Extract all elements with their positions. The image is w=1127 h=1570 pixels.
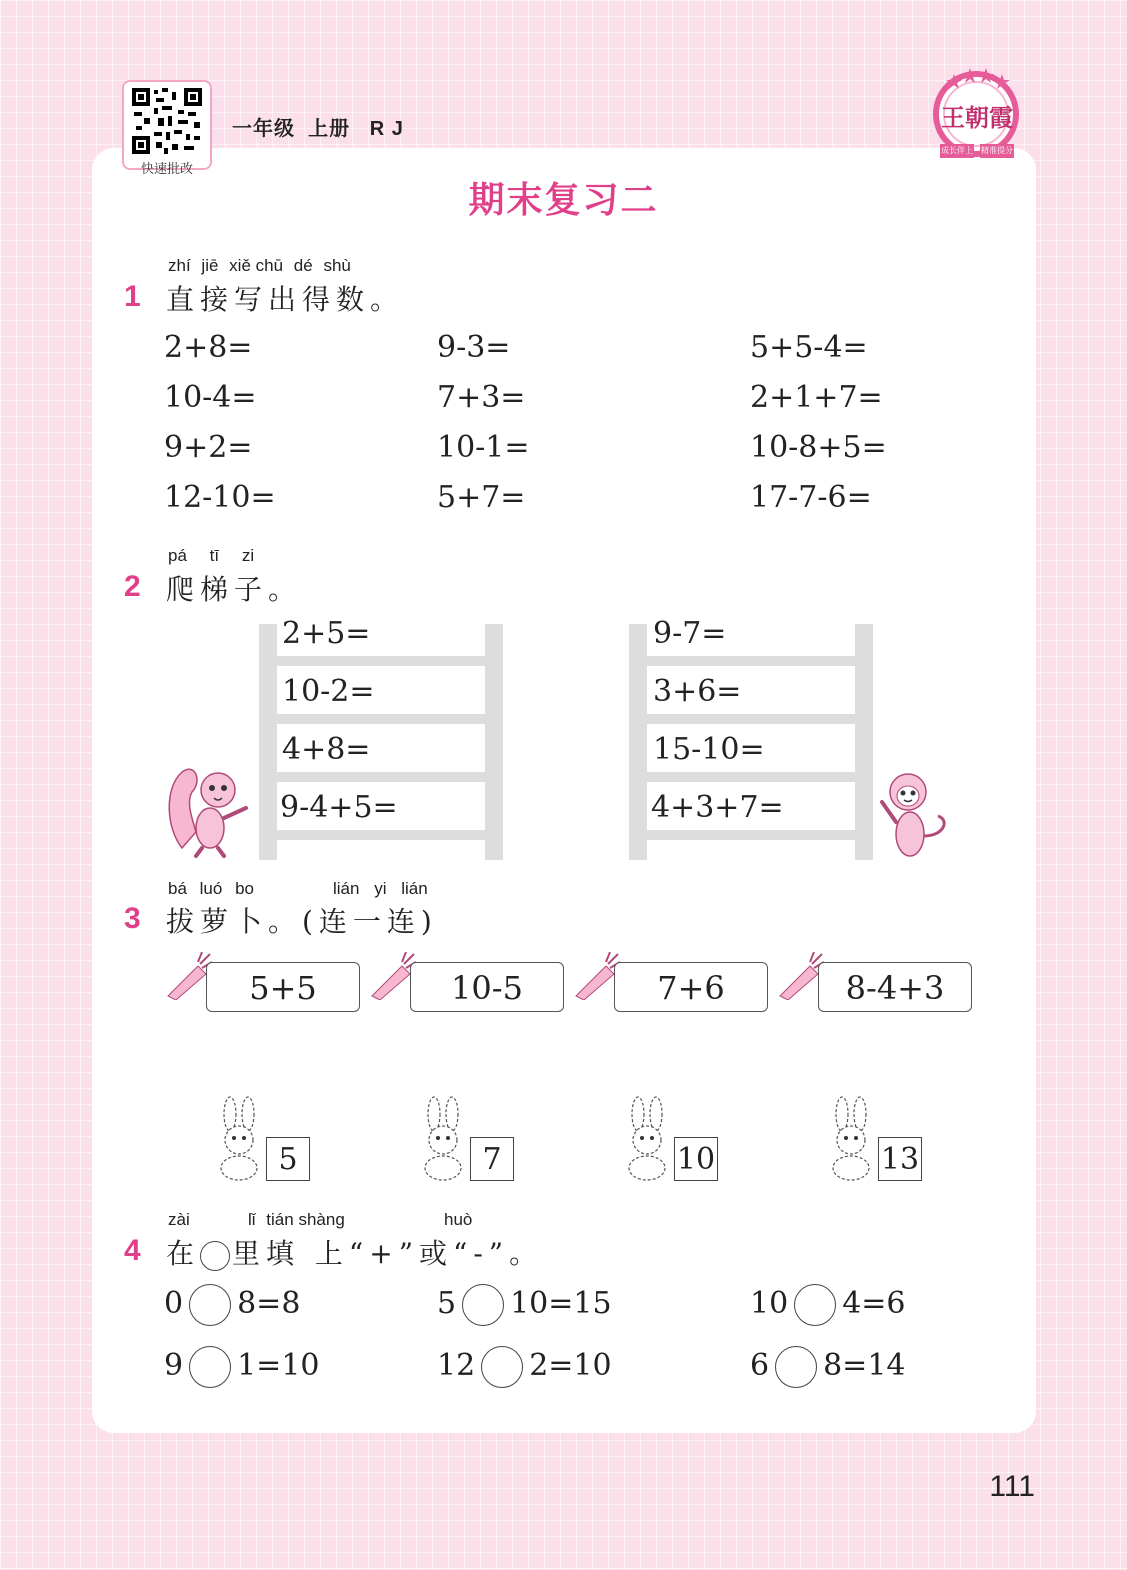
operator-blank-circle[interactable] bbox=[794, 1284, 836, 1326]
q1-equation: 5+5-4= bbox=[750, 330, 868, 365]
operand: 0 bbox=[164, 1286, 184, 1321]
operand: 4=6 bbox=[842, 1286, 906, 1321]
q4-equation bbox=[164, 1346, 320, 1388]
operand: 10 bbox=[750, 1286, 789, 1321]
rabbit-number-box[interactable]: 10 bbox=[674, 1137, 718, 1181]
q2-instruction: 爬梯子。 bbox=[166, 573, 303, 606]
rabbit-icon bbox=[824, 1096, 880, 1182]
pinyin-syllable: xiě bbox=[229, 256, 251, 275]
q3-instruction: 拔萝卜。(连一连) bbox=[166, 905, 438, 938]
ladder-equation: 4+8= bbox=[282, 732, 371, 767]
operator-blank-circle[interactable] bbox=[189, 1346, 231, 1388]
ladder-equation: 3+6= bbox=[653, 674, 742, 709]
carrot-equation-box[interactable]: 5+5 bbox=[206, 962, 360, 1012]
q1-equation: 9-3= bbox=[437, 330, 511, 365]
pinyin-syllable: shàng bbox=[298, 1210, 345, 1229]
operand: 1=10 bbox=[237, 1348, 320, 1383]
pinyin-syllable: lǐ bbox=[248, 1210, 256, 1229]
pinyin-syllable: shù bbox=[323, 256, 351, 275]
q4-pinyin bbox=[168, 1210, 190, 1230]
q1-equation: 10-1= bbox=[437, 430, 530, 465]
pinyin-syllable: jiē bbox=[201, 256, 219, 275]
q4-pinyin-b bbox=[248, 1210, 345, 1230]
rabbit-icon bbox=[416, 1096, 472, 1182]
pinyin-syllable: dé bbox=[293, 256, 313, 275]
pinyin-syllable: yi bbox=[374, 879, 387, 898]
ladder-equation: 15-10= bbox=[653, 732, 765, 767]
ladder-equation: 9-4+5= bbox=[280, 790, 398, 825]
logo-text: 王朝霞 bbox=[941, 103, 1013, 132]
rabbit-icon bbox=[212, 1096, 268, 1182]
q4-text-after: 里填 上“+”或“-”。 bbox=[232, 1237, 544, 1270]
rabbit-icon bbox=[620, 1096, 676, 1182]
ladder-equation: 9-7= bbox=[653, 616, 727, 651]
pinyin-syllable: chū bbox=[255, 256, 284, 275]
pinyin-syllable: luó bbox=[199, 879, 223, 898]
pinyin-syllable: tián bbox=[266, 1210, 294, 1229]
q1-equation: 7+3= bbox=[437, 380, 526, 415]
q4-instruction bbox=[166, 1232, 543, 1272]
operator-blank-circle[interactable] bbox=[775, 1346, 817, 1388]
logo-sub-left: 成长伴上 bbox=[941, 146, 973, 155]
pinyin-syllable: huò bbox=[444, 1210, 473, 1229]
q4-pinyin-c bbox=[444, 1210, 472, 1230]
q4-text-before: 在 bbox=[166, 1237, 201, 1270]
operand: 8=14 bbox=[823, 1348, 906, 1383]
pinyin-syllable: bá bbox=[168, 879, 187, 898]
pinyin-syllable: zài bbox=[168, 1210, 190, 1229]
qr-code[interactable] bbox=[122, 80, 212, 176]
pinyin-syllable: bo bbox=[235, 879, 254, 898]
q4-equation bbox=[164, 1284, 300, 1326]
rabbit-number-box[interactable]: 5 bbox=[266, 1137, 310, 1181]
q3-pinyin bbox=[168, 879, 254, 899]
q1-equation: 12-10= bbox=[164, 480, 276, 515]
operand: 10=15 bbox=[510, 1286, 612, 1321]
operand: 12 bbox=[437, 1348, 476, 1383]
operand: 5 bbox=[437, 1286, 457, 1321]
q1-number: 1 bbox=[124, 280, 141, 313]
brand-logo bbox=[932, 68, 1042, 160]
page-number: 111 bbox=[989, 1470, 1035, 1503]
squirrel-icon bbox=[162, 758, 254, 860]
q4-equation bbox=[437, 1284, 612, 1326]
operator-blank-circle[interactable] bbox=[481, 1346, 523, 1388]
page-title: 期末复习二 bbox=[468, 180, 659, 221]
operand: 6 bbox=[750, 1348, 770, 1383]
q4-equation bbox=[750, 1284, 906, 1326]
operator-blank-circle[interactable] bbox=[189, 1284, 231, 1326]
pinyin-syllable: zhí bbox=[168, 256, 191, 275]
q2-pinyin bbox=[168, 546, 254, 566]
carrot-equation-box[interactable]: 10-5 bbox=[410, 962, 564, 1012]
carrot-equation-box[interactable]: 7+6 bbox=[614, 962, 768, 1012]
q1-equation: 5+7= bbox=[437, 480, 526, 515]
operand: 9 bbox=[164, 1348, 184, 1383]
q2-number: 2 bbox=[124, 570, 141, 603]
logo-sub-right: 精准提分 bbox=[981, 146, 1013, 155]
q4-number: 4 bbox=[124, 1234, 141, 1267]
q1-equation: 2+1+7= bbox=[750, 380, 883, 415]
q4-equation bbox=[437, 1346, 612, 1388]
grade-label: 一年级 上册 R J bbox=[232, 118, 404, 140]
q1-equation: 17-7-6= bbox=[750, 480, 872, 515]
pinyin-syllable: tī bbox=[209, 546, 220, 565]
ladder-equation: 2+5= bbox=[282, 616, 371, 651]
rabbit-number-box[interactable]: 7 bbox=[470, 1137, 514, 1181]
monkey-icon bbox=[874, 766, 950, 862]
pinyin-syllable: zi bbox=[241, 546, 255, 565]
q1-equation: 10-4= bbox=[164, 380, 257, 415]
q1-equation: 9+2= bbox=[164, 430, 253, 465]
q3-pinyin-b bbox=[333, 879, 428, 899]
qr-code-icon bbox=[132, 88, 202, 154]
q4-equation bbox=[750, 1346, 906, 1388]
rabbit-number-box[interactable]: 13 bbox=[878, 1137, 922, 1181]
operand: 8=8 bbox=[237, 1286, 301, 1321]
q1-equation: 10-8+5= bbox=[750, 430, 887, 465]
pinyin-syllable: lián bbox=[401, 879, 428, 898]
ladder-equation: 4+3+7= bbox=[651, 790, 784, 825]
pinyin-syllable: lián bbox=[333, 879, 360, 898]
pinyin-syllable: pá bbox=[168, 546, 187, 565]
carrot-equation-box[interactable]: 8-4+3 bbox=[818, 962, 972, 1012]
q1-instruction: 直接写出得数。 bbox=[166, 283, 405, 316]
circle-symbol-icon bbox=[200, 1241, 230, 1271]
q3-number: 3 bbox=[124, 902, 141, 935]
ladder-equation: 10-2= bbox=[282, 674, 375, 709]
qr-caption: 快速批改 bbox=[140, 161, 193, 176]
q1-equation: 2+8= bbox=[164, 330, 253, 365]
q1-pinyin bbox=[168, 256, 351, 276]
operand: 2=10 bbox=[529, 1348, 612, 1383]
operator-blank-circle[interactable] bbox=[462, 1284, 504, 1326]
